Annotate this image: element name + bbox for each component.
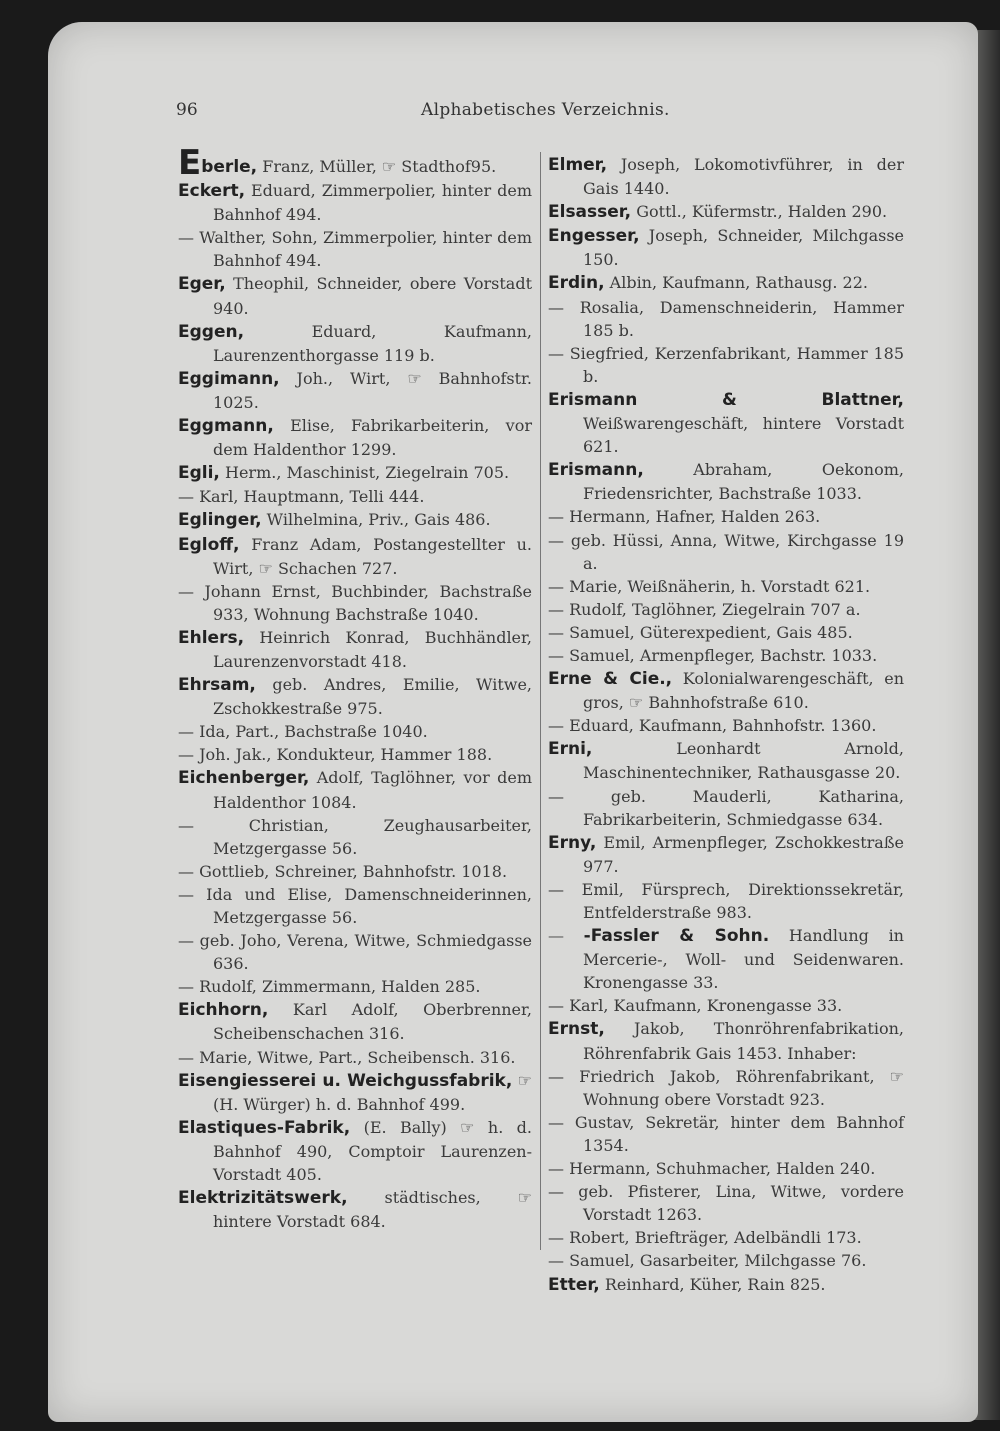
directory-entry	[548, 458, 904, 505]
entry-details: — Ida und Elise, Damenschneiderinnen, Metzgergasse 56.	[178, 884, 532, 927]
directory-sub-entry	[178, 226, 532, 272]
entry-dash: —	[548, 926, 584, 946]
entry-details: ☞ (H. Würger) h. d. Bahnhof 499.	[213, 1070, 533, 1114]
entry-details: — Christian, Zeughausarbeiter, Metzgergasse 56.	[178, 815, 532, 858]
entry-details: — Marie, Witwe, Part., Scheibensch. 316.	[178, 1047, 516, 1067]
entry-details: Herm., Maschinist, Ziegelrain 705.	[219, 463, 510, 483]
entry-details: Franz Adam, Postangestellter u. Wirt, ☞ Schachen 727.	[213, 534, 532, 578]
directory-entry	[548, 1273, 904, 1297]
directory-entry	[548, 831, 904, 878]
left-column	[178, 143, 533, 1233]
entry-details: — Karl, Kaufmann, Kronengasse 33.	[548, 996, 843, 1016]
directory-sub-entry	[178, 580, 532, 626]
directory-sub-entry	[548, 1249, 904, 1272]
entry-name: -Fassler & Sohn.	[583, 926, 770, 947]
directory-sub-entry	[548, 1111, 904, 1157]
entry-name: Eglinger,	[178, 510, 262, 531]
entry-details: — geb. Hüssi, Anna, Witwe, Kirchgasse 19 a.	[548, 530, 904, 573]
entry-details: — geb. Mauderli, Katharina, Fabrikarbeiterin, Schmiedgasse 634.	[548, 786, 904, 829]
directory-sub-entry	[548, 529, 904, 575]
directory-sub-entry	[548, 342, 904, 388]
directory-sub-entry	[178, 720, 532, 743]
entry-details: — Rosalia, Damenschneiderin, Hammer 185 b.	[548, 297, 904, 340]
column-divider	[540, 152, 541, 1250]
directory-sub-entry	[548, 598, 904, 621]
entry-name: Elmer,	[548, 155, 608, 175]
entry-details: — Rudolf, Taglöhner, Ziegelrain 707 a.	[548, 599, 861, 619]
entry-name: Erny,	[548, 832, 597, 853]
entry-details: — Karl, Hauptmann, Telli 444.	[178, 487, 425, 507]
entry-name: Egloff,	[178, 534, 240, 555]
directory-entry	[178, 179, 532, 226]
page-title: Alphabetisches Verzeichnis.	[421, 100, 670, 120]
entry-name: Ehrsam,	[178, 675, 256, 696]
page-number: 96	[176, 100, 198, 120]
directory-sub-entry	[548, 924, 904, 994]
directory-entry	[178, 1069, 532, 1116]
directory-sub-entry	[548, 714, 904, 737]
entry-details: — Samuel, Güterexpedient, Gais 485.	[548, 622, 853, 642]
entry-name: Elastiques-Fabrik,	[178, 1117, 351, 1138]
entry-name: Erni,	[548, 739, 593, 760]
entry-details: Jakob, Thonröhrenfabrikation, Röhrenfabrik Gais 1453. Inhaber:	[583, 1019, 904, 1063]
directory-entry	[178, 143, 532, 183]
directory-entry	[548, 153, 904, 200]
directory-entry	[178, 367, 532, 414]
entry-details: Albin, Kaufmann, Rathausg. 22.	[604, 273, 868, 293]
entry-details: Emil, Armenpfleger, Zschokkestraße 977.	[583, 832, 904, 876]
directory-entry	[548, 1017, 904, 1064]
directory-sub-entry	[548, 1157, 904, 1180]
entry-name: Eisengiesserei u. Weichgussfabrik,	[178, 1070, 513, 1091]
directory-sub-entry	[178, 1046, 532, 1069]
entry-details: Wilhelmina, Priv., Gais 486.	[261, 510, 491, 530]
directory-sub-entry	[178, 814, 532, 860]
entry-details: Joseph, Lokomotivführer, in der Gais 1440.	[583, 155, 904, 199]
directory-entry	[548, 667, 904, 714]
directory-entry	[178, 272, 532, 319]
directory-entry	[178, 533, 532, 580]
entry-name: berle,	[201, 157, 258, 177]
entry-details: Joseph, Schneider, Milchgasse 150.	[583, 226, 904, 270]
entry-name: Etter,	[548, 1274, 600, 1295]
entry-details: — Marie, Weißnäherin, h. Vorstadt 621.	[548, 576, 871, 596]
directory-sub-entry	[548, 1180, 904, 1226]
entry-details: — Samuel, Armenpfleger, Bachstr. 1033.	[548, 645, 878, 665]
directory-sub-entry	[178, 929, 532, 975]
entry-details: — geb. Pfisterer, Lina, Witwe, vordere Vorstadt 1263.	[548, 1182, 904, 1225]
directory-sub-entry	[548, 994, 904, 1017]
entry-details: — Friedrich Jakob, Röhrenfabrikant, ☞ Wohnung obere Vorstadt 923.	[548, 1066, 904, 1109]
drop-cap: E	[178, 143, 202, 183]
directory-entry	[178, 1186, 532, 1233]
directory-entry	[178, 414, 532, 461]
entry-name: Eggen,	[178, 321, 245, 342]
entry-details: städtisches, ☞ hintere Vorstadt 684.	[213, 1188, 532, 1232]
directory-entry	[178, 320, 532, 367]
entry-details: — geb. Joho, Verena, Witwe, Schmiedgasse 636.	[178, 931, 532, 974]
entry-details: — Emil, Fürsprech, Direktionssekretär, Entfelderstraße 983.	[548, 879, 904, 922]
right-column	[548, 153, 904, 1297]
directory-sub-entry	[178, 975, 532, 998]
entry-details: Karl Adolf, Oberbrenner, Scheibenschachen 316.	[213, 1000, 532, 1044]
entry-name: Erismann,	[548, 460, 644, 481]
directory-sub-entry	[548, 878, 904, 924]
entry-details: Gottl., Küfermstr., Halden 290.	[631, 202, 888, 222]
entry-name: Eger,	[178, 274, 226, 295]
directory-entry	[548, 388, 904, 458]
directory-sub-entry	[548, 1226, 904, 1249]
entry-details: — Walther, Sohn, Zimmerpolier, hinter dem Bahnhof 494.	[178, 228, 532, 271]
entry-details: — Hermann, Schuhmacher, Halden 240.	[548, 1159, 876, 1179]
directory-sub-entry	[178, 485, 532, 508]
entry-name: Ehlers,	[178, 627, 245, 648]
entry-details: Franz, Müller, ☞ Stadthof95.	[257, 157, 497, 176]
directory-sub-entry	[548, 1065, 904, 1111]
entry-details: Theophil, Schneider, obere Vorstadt 940.	[213, 274, 532, 318]
directory-entry	[178, 461, 532, 485]
entry-name: Eggmann,	[178, 416, 274, 437]
directory-entry	[548, 200, 904, 224]
directory-sub-entry	[548, 296, 904, 342]
entry-name: Eichhorn,	[178, 1000, 269, 1021]
entry-details: — Johann Ernst, Buchbinder, Bachstraße 933, Wohnung Bachstraße 1040.	[178, 581, 532, 624]
entry-name: Elektrizitätswerk,	[178, 1188, 348, 1209]
entry-name: Eichenberger,	[178, 768, 310, 789]
entry-details: Weißwarengeschäft, hintere Vorstadt 621.	[583, 414, 904, 457]
entry-details: Handlung in Mercerie-, Woll- und Seidenwaren. Kronengasse 33.	[583, 926, 904, 993]
entry-name: Elsasser,	[548, 202, 632, 223]
directory-entry	[178, 673, 532, 720]
directory-entry	[178, 766, 532, 813]
entry-details: — Samuel, Gasarbeiter, Milchgasse 76.	[548, 1251, 867, 1271]
directory-sub-entry	[178, 743, 532, 766]
entry-name: Erismann & Blattner,	[548, 389, 904, 410]
entry-details: — Siegfried, Kerzenfabrikant, Hammer 185 b.	[548, 343, 904, 386]
entry-name: Ernst,	[548, 1019, 605, 1040]
entry-details: — Eduard, Kaufmann, Bahnhofstr. 1360.	[548, 716, 877, 736]
directory-sub-entry	[548, 575, 904, 598]
entry-details: Elise, Fabrikarbeiterin, vor dem Haldenthor 1299.	[213, 416, 532, 460]
entry-details: Joh., Wirt, ☞ Bahnhofstr. 1025.	[213, 368, 532, 412]
directory-sub-entry	[548, 785, 904, 831]
entry-details: Abraham, Oekonom, Friedensrichter, Bachstraße 1033.	[583, 460, 904, 504]
entry-details: — Hermann, Hafner, Halden 263.	[548, 507, 821, 527]
entry-name: Erdin,	[548, 273, 605, 294]
entry-details: — Joh. Jak., Kondukteur, Hammer 188.	[178, 745, 493, 765]
entry-details: Reinhard, Küher, Rain 825.	[599, 1274, 826, 1294]
directory-entry	[548, 224, 904, 271]
entry-details: Kolonialwarengeschäft, en gros, ☞ Bahnhofstraße 610.	[583, 669, 905, 713]
directory-entry	[178, 626, 532, 673]
directory-sub-entry	[548, 644, 904, 667]
directory-sub-entry	[178, 860, 532, 883]
entry-details: Eduard, Kaufmann, Laurenzenthorgasse 119 b.	[213, 321, 532, 365]
directory-entry	[548, 737, 904, 784]
entry-name: Eggimann,	[178, 368, 280, 389]
directory-sub-entry	[178, 883, 532, 929]
entry-name: Eckert,	[178, 181, 246, 202]
directory-entry	[548, 271, 904, 295]
entry-name: Engesser,	[548, 226, 640, 247]
entry-details: — Rudolf, Zimmermann, Halden 285.	[178, 977, 481, 997]
entry-details: Leonhardt Arnold, Maschinentechniker, Rathausgasse 20.	[583, 739, 904, 783]
entry-name: Egli,	[178, 463, 220, 484]
directory-entry	[178, 998, 532, 1045]
entry-details: — Gustav, Sekretär, hinter dem Bahnhof 1354.	[548, 1112, 904, 1155]
entry-name: Erne & Cie.,	[548, 669, 673, 690]
directory-sub-entry	[548, 621, 904, 644]
directory-entry	[178, 508, 532, 532]
directory-entry	[178, 1116, 532, 1186]
entry-details: (E. Bally) ☞ h. d. Bahnhof 490, Comptoir Laurenzen-Vorstadt 405.	[213, 1117, 532, 1185]
entry-details: — Ida, Part., Bachstraße 1040.	[178, 722, 428, 742]
entry-details: — Robert, Briefträger, Adelbändli 173.	[548, 1228, 862, 1248]
entry-details: Heinrich Konrad, Buchhändler, Laurenzenvorstadt 418.	[213, 627, 532, 671]
entry-details: Adolf, Taglöhner, vor dem Haldenthor 1084.	[213, 768, 532, 812]
directory-sub-entry	[548, 505, 904, 528]
entry-details: Eduard, Zimmerpolier, hinter dem Bahnhof 494.	[213, 181, 532, 225]
entry-details: — Gottlieb, Schreiner, Bahnhofstr. 1018.	[178, 861, 508, 881]
entry-details: geb. Andres, Emilie, Witwe, Zschokkestraße 975.	[213, 675, 532, 719]
